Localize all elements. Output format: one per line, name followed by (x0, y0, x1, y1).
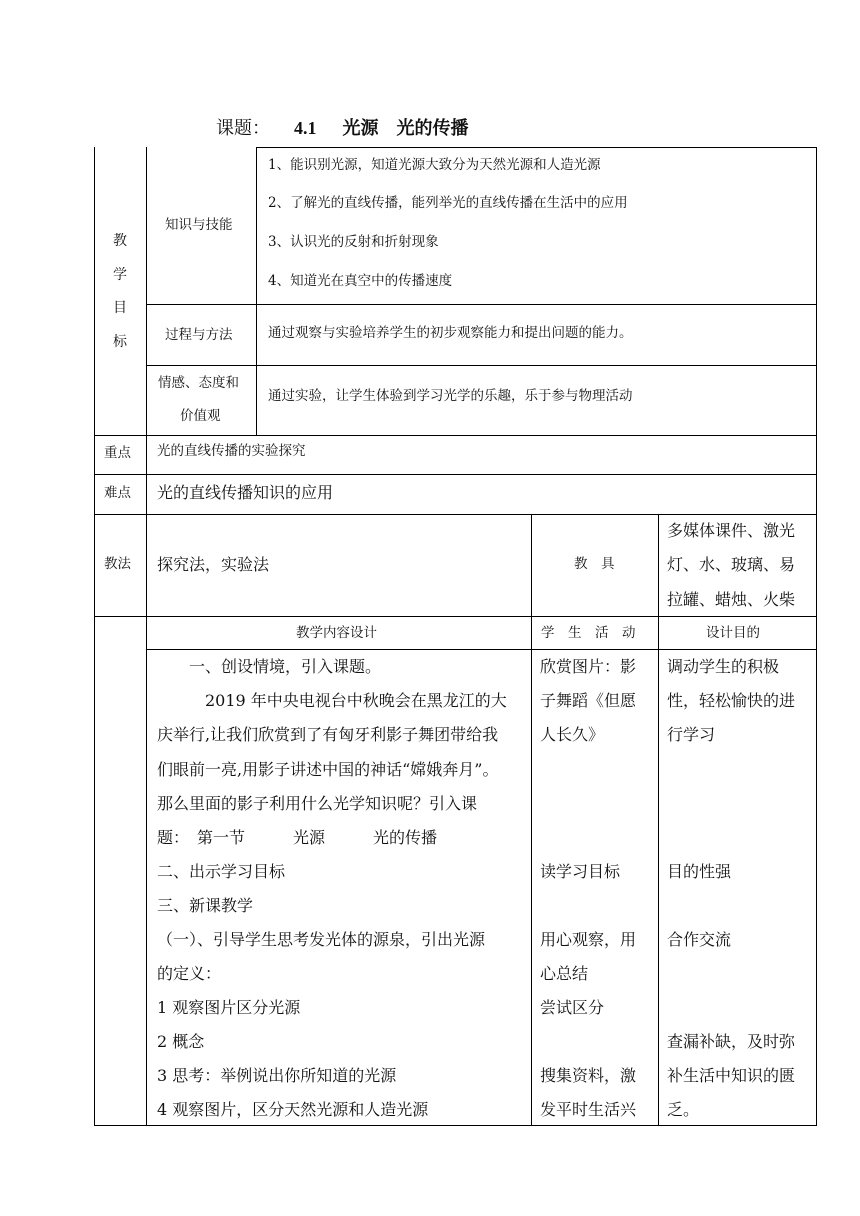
key-point-label: 重点 (104, 445, 131, 461)
knowledge-item: 2、了解光的直线传播，能列举光的直线传播在生活中的应用 (268, 195, 628, 211)
title-label: 课题： (216, 118, 270, 139)
purpose-line: 补生活中知识的匮 (667, 1066, 796, 1085)
activity-line: 用心观察，用 (540, 930, 637, 949)
purpose-line: 查漏补缺，及时弥 (667, 1032, 796, 1051)
purpose-line: 性，轻松愉快的进 (667, 691, 796, 710)
content-line: 4 观察图片，区分天然光源和人造光源 (157, 1100, 429, 1119)
knowledge-item: 1、能识别光源，知道光源大致分为天然光源和人造光源 (268, 157, 601, 173)
content-line: 三、新课教学 (157, 896, 254, 915)
emotion-label-line1: 情感、态度和 (158, 375, 239, 391)
col-purpose-header: 设计目的 (706, 625, 760, 641)
title-number: 4.1 (294, 118, 317, 138)
purpose-line: 调动学生的积极 (667, 657, 780, 676)
tools-label: 教 具 (574, 556, 615, 572)
activity-line: 欣赏图片：影 (540, 657, 637, 676)
content-line: 的定义： (157, 964, 222, 983)
content-line: 1 观察图片区分光源 (157, 998, 301, 1017)
objectives-char: 教 (113, 233, 127, 249)
content-line: 3 思考：举例说出你所知道的光源 (157, 1066, 397, 1085)
title-text: 光源 光的传播 (342, 118, 469, 139)
process-text: 通过观察与实验培养学生的初步观察能力和提出问题的能力。 (268, 325, 633, 341)
emotion-text: 通过实验，让学生体验到学习光学的乐趣，乐于参与物理活动 (268, 388, 633, 404)
emotion-label-line2: 价值观 (180, 408, 221, 424)
tools-line: 多媒体课件、激光 (667, 521, 796, 540)
activity-line: 发平时生活兴 (540, 1100, 637, 1119)
content-line: （一）、引导学生思考发光体的源泉，引出光源 (157, 930, 486, 949)
key-point-text: 光的直线传播的实验探究 (157, 443, 306, 459)
knowledge-item: 4、知道光在真空中的传播速度 (268, 273, 453, 289)
difficulty-text: 光的直线传播知识的应用 (157, 483, 334, 502)
activity-line: 搜集资料，激 (540, 1066, 637, 1085)
purpose-line: 行学习 (667, 725, 716, 744)
purpose-line: 目的性强 (667, 862, 732, 881)
objectives-char: 标 (113, 334, 127, 350)
process-label: 过程与方法 (165, 327, 233, 343)
difficulty-label: 难点 (104, 485, 131, 501)
lesson-title (216, 114, 469, 140)
purpose-line: 合作交流 (667, 930, 732, 949)
content-line: 题： 第一节 光源 光的传播 (157, 828, 438, 847)
content-line: 2019 年中央电视台中秋晚会在黑龙江的大 (157, 691, 507, 710)
content-line: 一、创设情境，引入课题。 (157, 657, 382, 676)
method-label: 教法 (104, 556, 131, 572)
col-content-header: 教学内容设计 (296, 625, 377, 641)
content-line: 二、出示学习目标 (157, 862, 286, 881)
col-activity-header: 学 生 活 动 (541, 625, 636, 641)
method-text: 探究法，实验法 (157, 555, 270, 574)
activity-line: 子舞蹈《但愿 (540, 691, 637, 710)
content-line: 那么里面的影子利用什么光学知识呢？引入课 (157, 794, 478, 813)
tools-line: 灯、水、玻璃、易 (667, 555, 796, 574)
activity-line: 心总结 (540, 964, 589, 983)
content-line: 2 概念 (157, 1032, 205, 1051)
activity-line: 读学习目标 (540, 862, 621, 881)
knowledge-label: 知识与技能 (165, 217, 233, 233)
objectives-char: 学 (113, 267, 127, 283)
content-line: 们眼前一亮,用影子讲述中国的神话“嫦娥奔月”。 (157, 760, 499, 779)
content-line: 庆举行,让我们欣赏到了有匈牙利影子舞团带给我 (157, 725, 499, 744)
purpose-line: 乏。 (667, 1100, 700, 1119)
tools-line: 拉罐、蜡烛、火柴 (667, 590, 796, 609)
activity-line: 人长久》 (540, 725, 605, 744)
objectives-char: 目 (113, 300, 127, 316)
knowledge-item: 3、认识光的反射和折射现象 (268, 234, 439, 250)
activity-line: 尝试区分 (540, 998, 605, 1017)
